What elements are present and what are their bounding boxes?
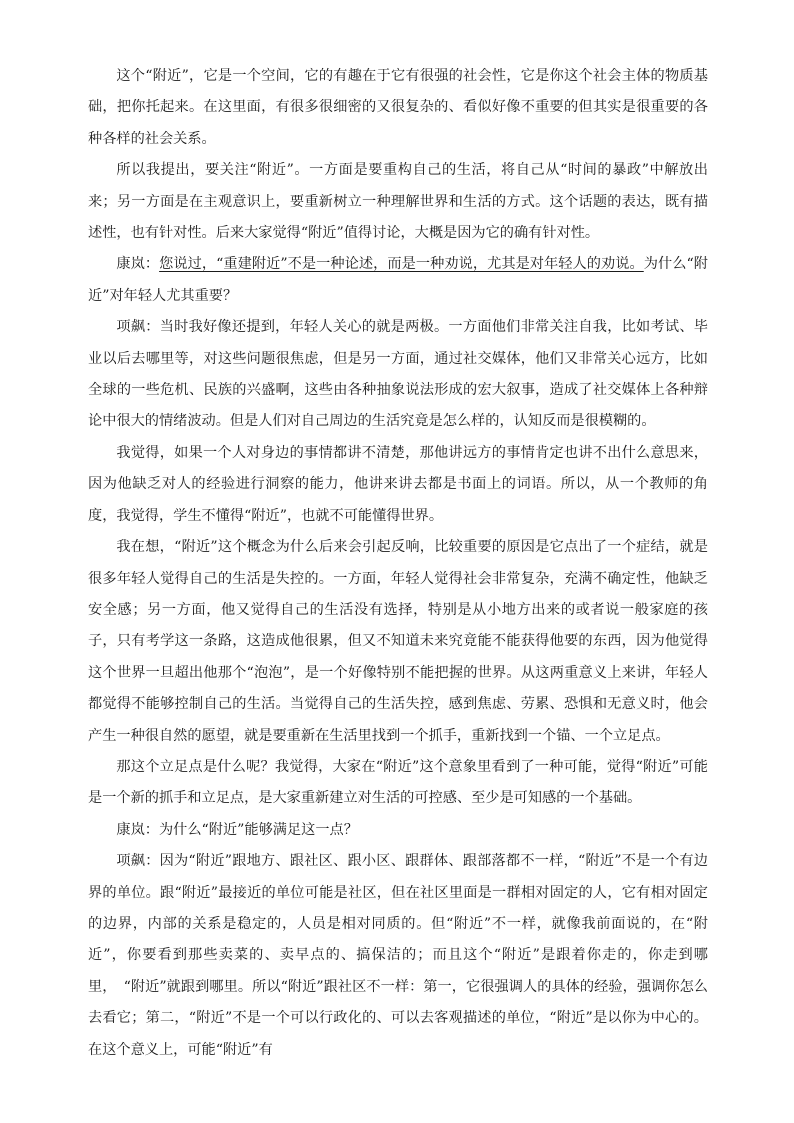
paragraph-6: 我在想，“附近”这个概念为什么后来会引起反响，比较重要的原因是它点出了一个症结，就是很多年轻人觉得自己的生活是失控的。一方面，年轻人觉得社会非常复杂，充满不确定性，他缺乏安全感；另一方面，他又觉得自己的生活没有选择，特别是从小地方出来的或者说一般家庭的孩子，只有考学这一条路，这造成他很累，但又不知道未来究竟能不能获得他要的东西，因为他觉得这个世界一旦超出他那个“泡泡”，是一个好像特别不能把握的世界。从这两重意义上来讲，年轻人都觉得不能够控制自己的生活。当觉得自己的生活失控，感到焦虑、劳累、恐惧和无意义时，他会产生一种很自然的愿望，就是要重新在生活里找到一个抓手，重新找到一个锚、一个立足点。 — [88, 539, 708, 744]
paragraph-8-question: 康岚：为什么“附近”能够满足这一点？ — [116, 821, 358, 838]
paragraph-7: 那这个立足点是什么呢？我觉得，大家在“附近”这个意象里看到了一种可能，觉得“附近”可能是一个新的抓手和立足点，是大家重新建立对生活的可控感、至少是可知感的一个基础。 — [88, 758, 708, 807]
paragraph-1: 这个“附近”，它是一个空间，它的有趣在于它有很强的社会性，它是你这个社会主体的物质基础，把你托起来。在这里面，有很多很细密的又很复杂的、看似好像不重要的但其实是很重要的各种各样的社会关系。 — [88, 68, 708, 147]
underlined-quote: 您说过，“重建附近”不是一种论述，而是一种劝说，尤其是对年轻人的劝说。 — [159, 256, 644, 273]
question-text: 为什么“附近”对年轻人尤其重要？ — [88, 256, 708, 304]
speaker-label: 康岚： — [116, 256, 160, 273]
article-body — [88, 61, 708, 1066]
paragraph-9: 项飙：因为“附近”跟地方、跟社区、跟小区、跟群体、跟部落都不一样，“附近”不是一个有边界的单位。跟“附近”最接近的单位可能是社区，但在社区里面是一群相对固定的人，它有相对固定的边界，内部的关系是稳定的，人员是相对同质的。但“附近”不一样，就像我前面说的，在“附近”，你要看到那些卖菜的、卖早点的、搞保洁的；而且这个“附近”是跟着你走的，你走到哪里， “附近”就跟到哪里。所以“附近”跟社区不一样：第一，它很强调人的具体的经验，强调你怎么去看它；第二，“附近”不是一个可以行政化的、可以去客观描述的单位，“附近”是以你为中心的。在这个意义上，可能“附近”有 — [88, 853, 708, 1058]
paragraph-4: 项飙：当时我好像还提到，年轻人关心的就是两极。一方面他们非常关注自我，比如考试、毕业以后去哪里等，对这些问题很焦虑，但是另一方面，通过社交媒体，他们又非常关心远方，比如全球的一些危机、民族的兴盛啊，这些由各种抽象说法形成的宏大叙事，造成了社交媒体上各种辩论中很大的情绪波动。但是人们对自己周边的生活究竟是怎么样的，认知反而是很模糊的。 — [88, 319, 708, 430]
paragraph-3-question — [88, 249, 708, 312]
paragraph-5: 我觉得，如果一个人对身边的事情都讲不清楚，那他讲远方的事情肯定也讲不出什么意思来，因为他缺乏对人的经验进行洞察的能力，他讲来讲去都是书面上的词语。所以，从一个教师的角度，我觉得，学生不懂得“附近”，也就不可能懂得世界。 — [88, 444, 708, 524]
paragraph-2: 所以我提出，要关注“附近”。一方面是要重构自己的生活，将自己从“时间的暴政”中解放出来；另一方面是在主观意识上，要重新树立一种理解世界和生活的方式。这个话题的表达，既有描述性，也有针对性。后来大家觉得“附近”值得讨论，大概是因为它的确有针对性。 — [88, 162, 708, 242]
